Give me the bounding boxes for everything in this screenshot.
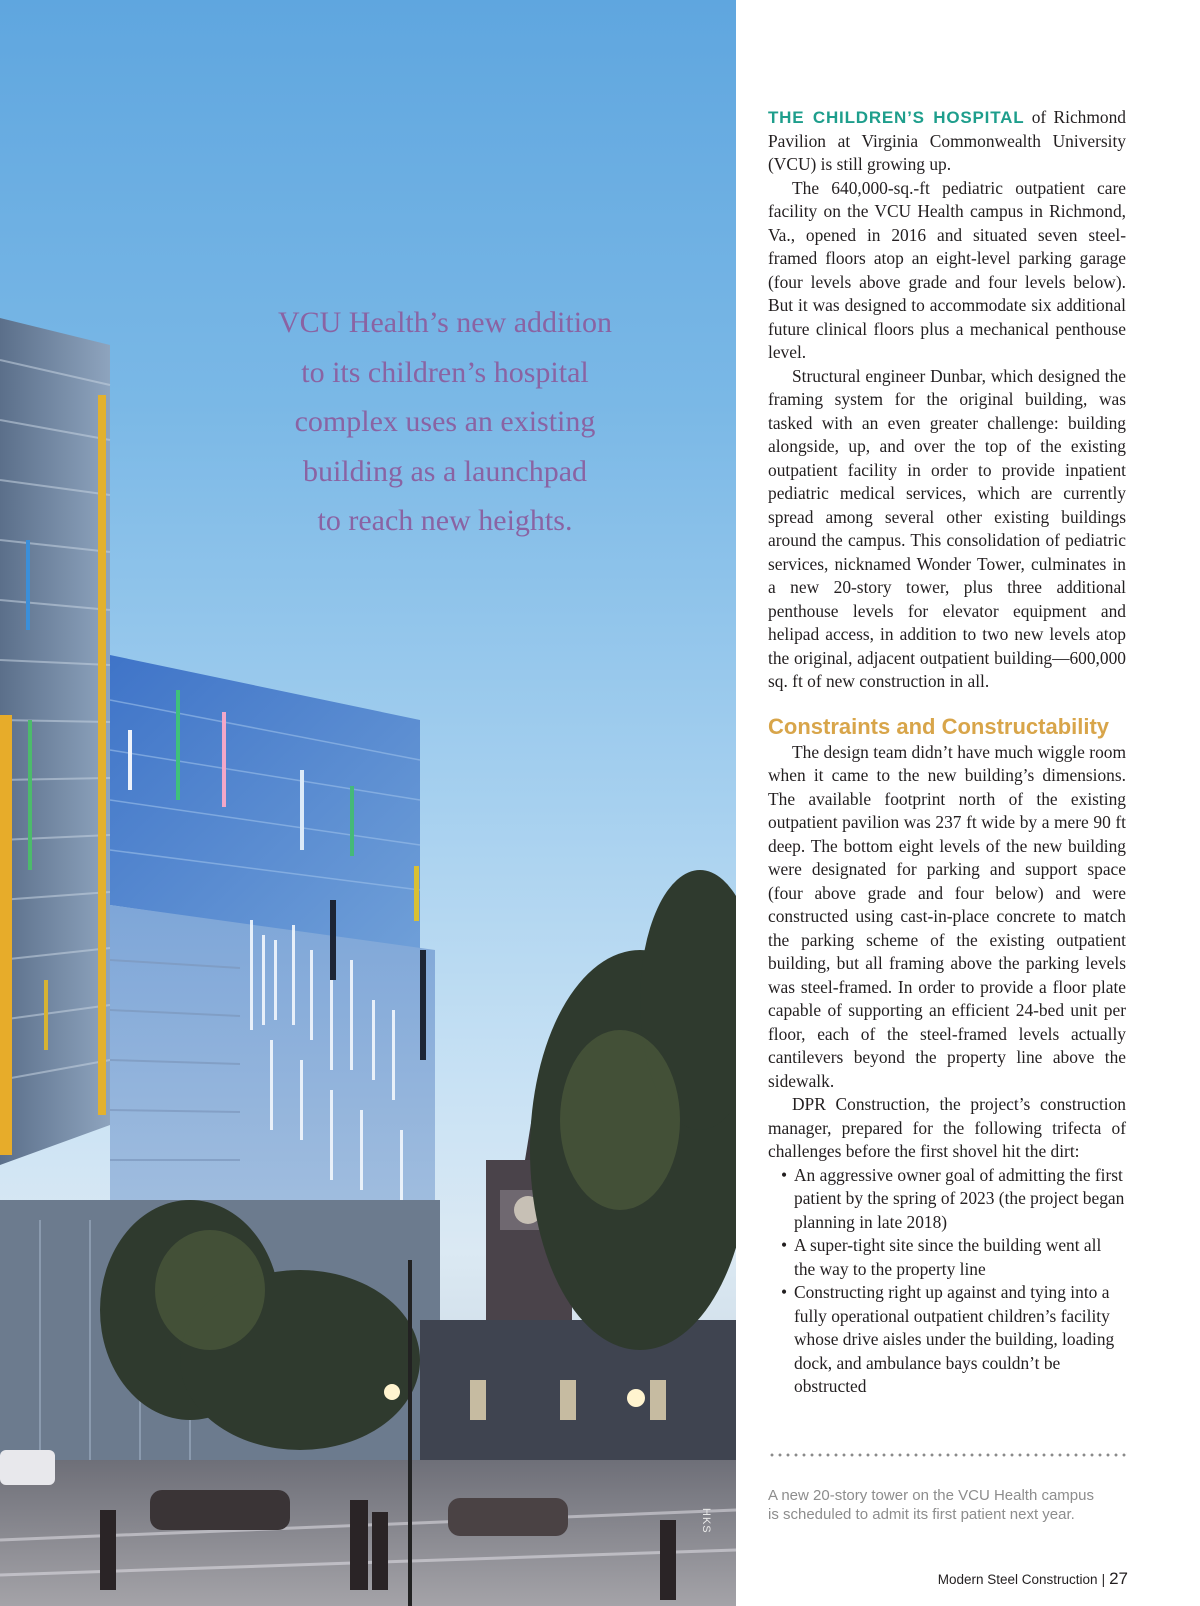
list-item: • A super-tight site since the building went all the way to the property line [782, 1234, 1126, 1281]
paragraph: The design team didn’t have much wiggle room when it came to the new building’s dimensions. The available footprint north of the existing outpatient pavilion was 237 ft wide by a mere 90 ft deep. The bottom eight levels of the new building were designated for parking and support space (four above grade and four below) and were constructed using cast-in-place concrete to match the parking scheme of the existing outpatient building, but all framing above the parking levels was steel-framed. In order to provide a floor plate capable of supporting an efficient 24-bed unit per floor, each of the steel-framed levels actually cantilevers beyond the property line above the sidewalk. [768, 741, 1126, 1091]
article-body [768, 106, 1126, 1399]
pull-quote-line: to its children’s hospital [301, 355, 589, 389]
caption-line: A new 20-story tower on the VCU Health campus [768, 1487, 1094, 1504]
pull-quote [236, 298, 654, 546]
footer-separator: | [1101, 1572, 1106, 1587]
pull-quote-line: to reach new heights. [317, 504, 573, 537]
photo-caption [768, 1486, 1138, 1524]
challenge-list [768, 1164, 1126, 1399]
page-number: 27 [1109, 1569, 1128, 1588]
paragraph: Structural engineer Dunbar, which designed the framing system for the original building, was tasked with an even greater challenge: building alongside, up, and over the top of the existing outpatient facility in order to provide inpatient pediatric medical services, which are currently spread among several other existing buildings around the campus. This consolidation of pediatric services, nicknamed Wonder Tower, culminates in a new 20-story tower, plus three additional penthouse levels for elevator equipment and helipad access, in addition to two new levels atop the original, adjacent outpatient building—600,000 sq. ft of new construction in all. [768, 365, 1126, 691]
lead-paragraph [768, 106, 1126, 177]
section-subhead: Constraints and Constructability [768, 713, 1110, 739]
publication-name: Modern Steel Construction [937, 1572, 1098, 1587]
lead-head: THE CHILDREN’S HOSPITAL [768, 108, 1025, 127]
list-item: • An aggressive owner goal of admitting the first patient by the spring of 2023 (the project began planning in late 2018) [782, 1164, 1126, 1235]
paragraph: DPR Construction, the project’s construction manager, prepared for the following trifecta of challenges before the first shovel hit the dirt: [768, 1094, 1126, 1161]
caption-line: is scheduled to admit its first patient next year. [768, 1506, 1075, 1523]
page-footer [938, 1569, 1128, 1589]
paragraph: The 640,000-sq.-ft pediatric outpatient care facility on the VCU Health campus in Richmond, Va., opened in 2016 and situated seven steel-framed floors atop an eight-level parking garage (four levels above grade and four levels below). But it was designed to accommodate six additional future clinical floors plus a mechanical penthouse level. [768, 177, 1126, 362]
list-item: • Constructing right up against and tying into a fully operational outpatient children’s facility whose drive aisles under the building, loading dock, and ambulance bays couldn’t be obstructed [782, 1281, 1126, 1399]
photo-credit: HKS [700, 1508, 712, 1534]
pull-quote-line: VCU Health’s new addition [277, 306, 613, 339]
lead-text: of Richmond Pavilion at Virginia Commonwealth University (VCU) is still growing up. [768, 107, 1126, 174]
dotted-divider [768, 1453, 1128, 1457]
pull-quote-line: complex uses an existing [294, 405, 596, 438]
pull-quote-line: building as a launchpad [302, 454, 588, 488]
